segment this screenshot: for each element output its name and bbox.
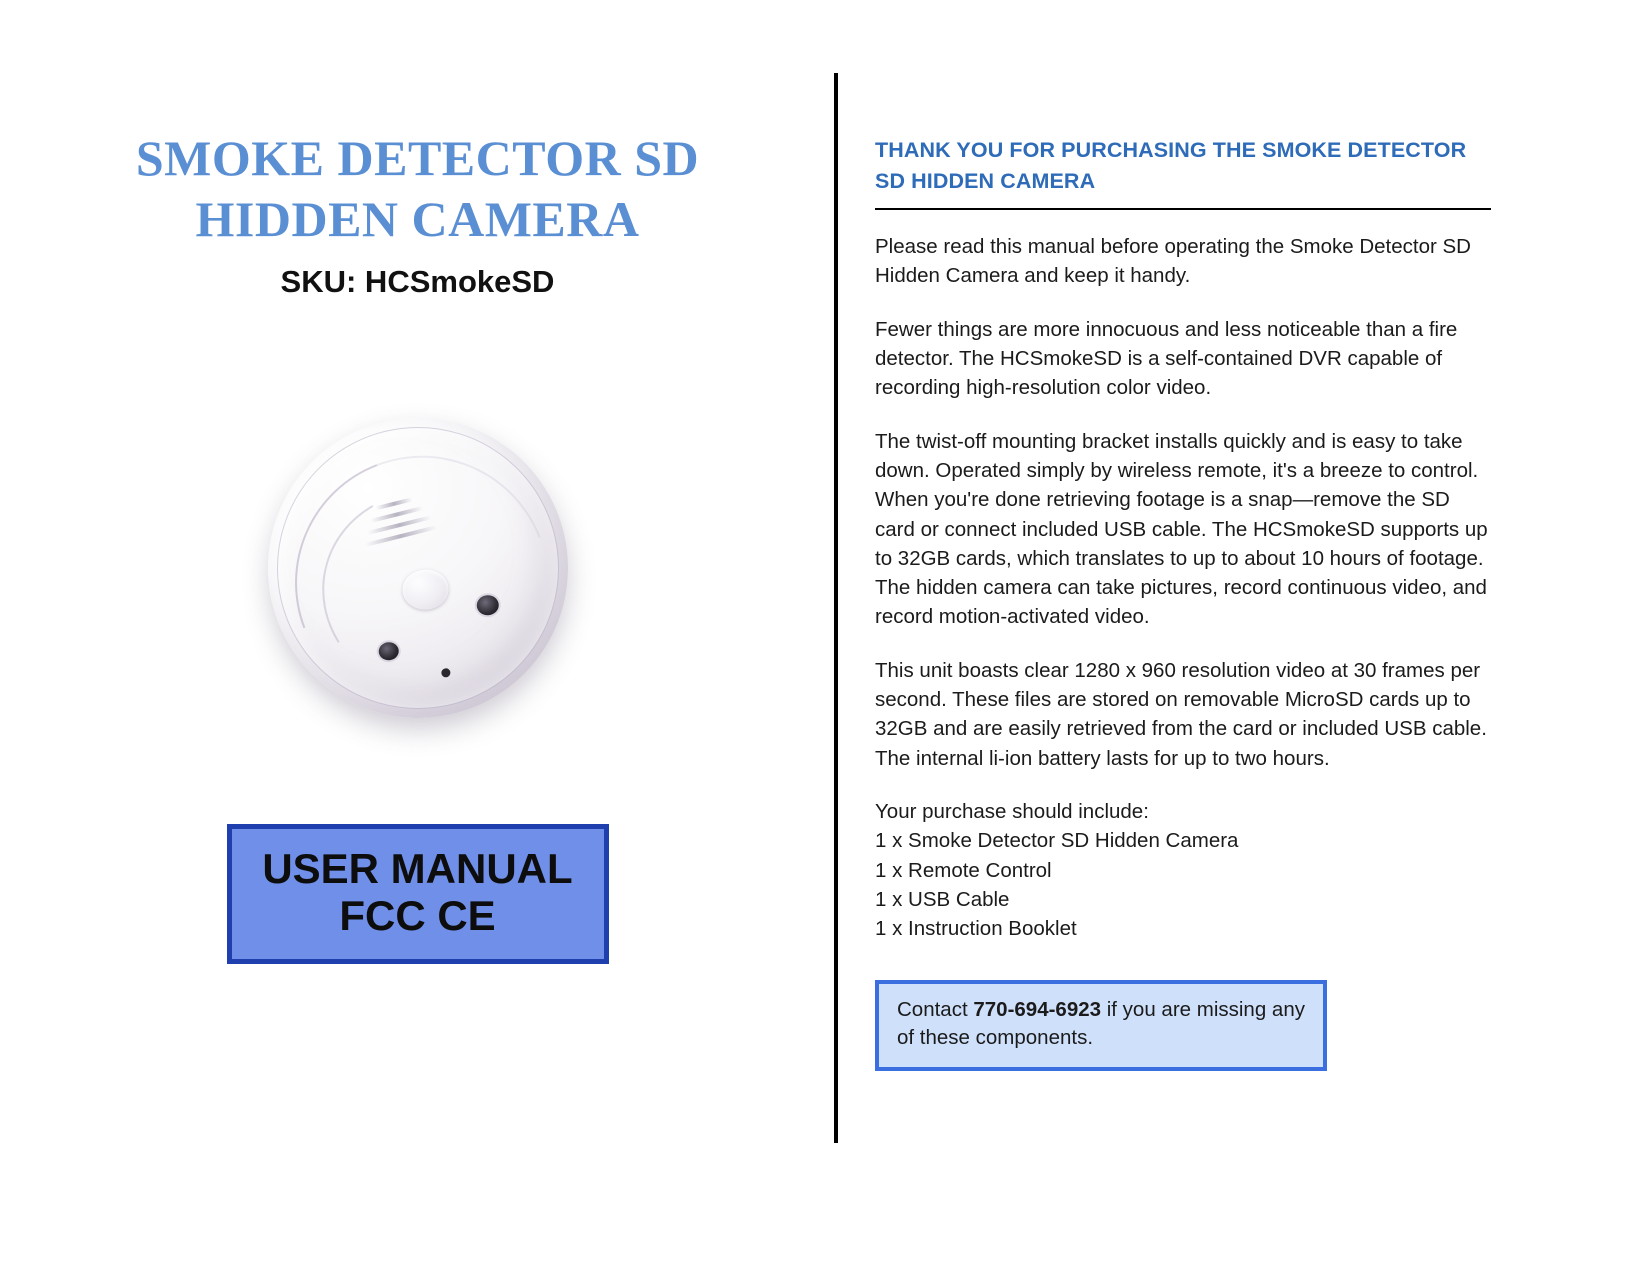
smoke-detector-icon	[257, 408, 577, 728]
badge-line-2: FCC CE	[339, 892, 496, 940]
contact-callout	[875, 980, 1327, 1071]
list-item: 1 x Remote Control	[875, 858, 1052, 882]
product-image	[0, 378, 835, 758]
intro-paragraph-4: This unit boasts clear 1280 x 960 resolution video at 30 frames per second. These files are stored on removable MicroSD cards up to 32GB and are easily retrieved from the card or included USB cable. The internal li-ion battery lasts for up to two hours.	[875, 658, 1487, 770]
column-divider	[834, 73, 838, 1143]
page-title	[98, 128, 738, 250]
package-contents-intro: Your purchase should include:	[875, 800, 1149, 824]
user-manual-badge	[227, 824, 609, 964]
sku-label: SKU: HCSmokeSD	[280, 264, 555, 299]
badge-line-1: USER MANUAL	[262, 845, 573, 892]
intro-paragraph-3: The twist-off mounting bracket installs quickly and is easy to take down. Operated simply by wireless remote, it's a breeze to control. When you're done retrieving footage is a snap—remove the SD card or connect included USB cable. The HCSmokeSD supports up to 32GB cards, which translates to up to about 10 hours of footage. The hidden camera can take pictures, record continuous video, and record motion-activated video.	[875, 429, 1488, 629]
page-title-line2: HIDDEN CAMERA	[195, 191, 640, 247]
list-item: 1 x Smoke Detector SD Hidden Camera	[875, 829, 1239, 853]
manual-badge-wrap	[0, 824, 835, 964]
contact-suffix: if you are missing any of these components.	[897, 997, 1305, 1050]
title-block	[0, 0, 835, 300]
contact-prefix: Contact	[897, 997, 974, 1021]
package-contents	[875, 797, 1491, 944]
contact-phone: 770-694-6923	[973, 997, 1102, 1021]
list-item: 1 x Instruction Booklet	[875, 917, 1077, 941]
intro-paragraph-1: Please read this manual before operating the Smoke Detector SD Hidden Camera and keep it handy.	[875, 235, 1471, 288]
thank-you-heading: THANK YOU FOR PURCHASING THE SMOKE DETECTOR SD HIDDEN CAMERA	[875, 138, 1467, 193]
intro-paragraph-2: Fewer things are more innocuous and less noticeable than a fire detector. The HCSmokeSD is a self-contained DVR capable of recording high-resolution color video.	[875, 317, 1458, 400]
intro-column	[835, 0, 1651, 1275]
pinhole-icon	[441, 668, 451, 678]
page-title-line1: SMOKE DETECTOR SD	[135, 130, 700, 186]
list-item: 1 x USB Cable	[875, 887, 1010, 911]
heading-rule	[875, 208, 1491, 210]
